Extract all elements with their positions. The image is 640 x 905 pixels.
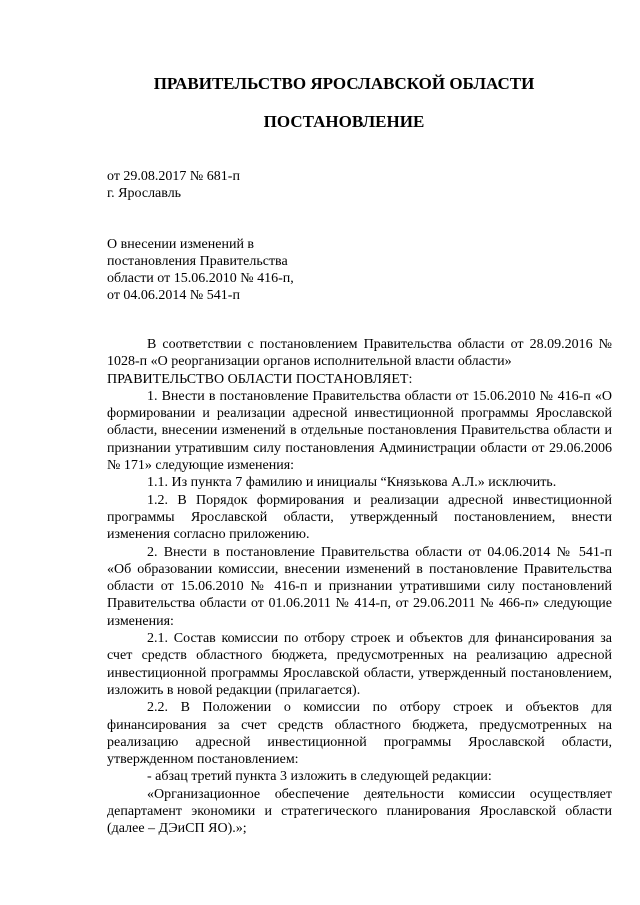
body-paragraph: 2.2. В Положении о комиссии по отбору строек и объектов для финансирования за счет средств областного бюджета, предусмотренных на реализацию адресной инвестиционной программы Ярославской области, утвержденном постановлением: (107, 700, 612, 768)
body-paragraph: 1. Внести в постановление Правительства области от 15.06.2010 № 416-п «О формировании и реализации адресной инвестиционной программы Ярославской области, внесении изменений в отдельные постановления Правительства области и признании утратившим силу постановления Администрации области от 29.06.2006 № 171» следующие изменения: (107, 388, 612, 474)
city: г. Ярославль (107, 186, 182, 201)
body-paragraph: 1.2. В Порядок формирования и реализации адресной инвестиционной программы Ярославской области, утвержденный постановлением, внести изменения согласно приложению. (107, 492, 612, 543)
document-meta (107, 168, 240, 202)
subject-line: постановления Правительства (107, 254, 288, 269)
body-paragraph: 2.1. Состав комиссии по отбору строек и объектов для финансирования за счет средств областного бюджета, предусмотренных на реализацию адресной инвестиционной программы Ярославской области, утвержденный постановлением, изложить в новой редакции (прилагается). (107, 631, 612, 698)
document-type-title: ПОСТАНОВЛЕНИЕ (263, 112, 425, 131)
organization-title: ПРАВИТЕЛЬСТВО ЯРОСЛАВСКОЙ ОБЛАСТИ (153, 74, 535, 93)
body-paragraph: «Организационное обеспечение деятельности комиссии осуществляет департамент экономики и стратегического планирования Ярославской области (далее – ДЭиСП ЯО).»; (107, 786, 612, 837)
document-body (107, 336, 612, 838)
subject-line: от 04.06.2014 № 541-п (107, 288, 240, 303)
body-paragraph: 1.1. Из пункта 7 фамилию и инициалы “Князькова А.Л.» исключить. (147, 475, 557, 491)
subject-line: области от 15.06.2010 № 416-п, (107, 271, 294, 286)
subject-line: О внесении изменений в (107, 237, 255, 252)
body-paragraph: - абзац третий пункта 3 изложить в следующей редакции: (147, 769, 492, 785)
document-subject (107, 236, 294, 304)
body-paragraph: В соответствии с постановлением Правительства области от 28.09.2016 № 1028-п «О реорганизации органов исполнительной власти области» (107, 337, 612, 370)
body-paragraph: 2. Внести в постановление Правительства области от 04.06.2014 № 541-п «Об образовании комиссии, внесении изменений в постановление Правительства области от 15.06.2010 № 416-п и признании утратившими силу постановлений Правительства области от 01.06.2011 № 414-п, от 29.06.2011 № 466-п» следующие изменения: (107, 544, 612, 629)
body-paragraph-resolves: ПРАВИТЕЛЬСТВО ОБЛАСТИ ПОСТАНОВЛЯЕТ: (107, 371, 413, 387)
date-number: от 29.08.2017 № 681-п (107, 169, 240, 184)
